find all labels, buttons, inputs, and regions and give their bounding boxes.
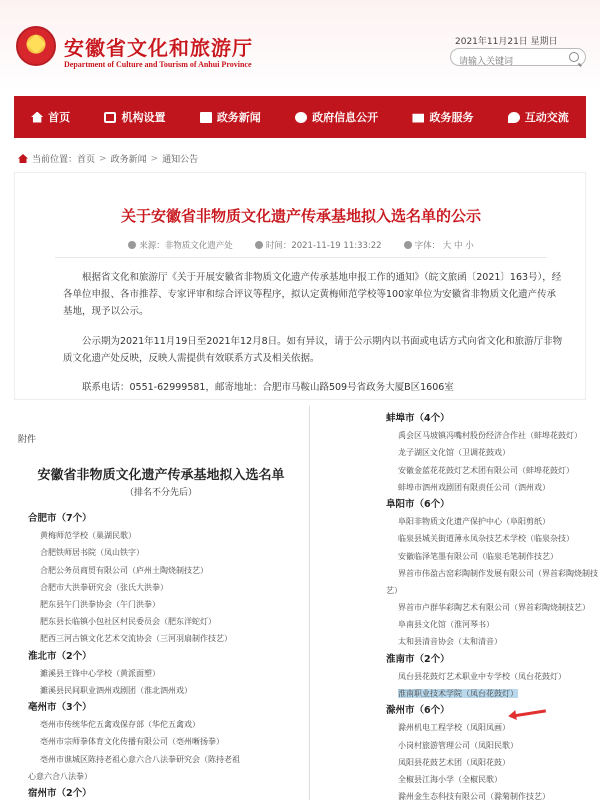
list-item-text: 亳州市谯城区陈持老祖心意六合八法拳研究会（陈持老祖 <box>40 754 240 764</box>
breadcrumb-separator: > <box>99 153 107 164</box>
list-item-text: 小岗村旅游管理公司（凤阳民歌） <box>398 740 518 750</box>
breadcrumb-link-notice[interactable]: 通知公告 <box>162 155 199 165</box>
breadcrumb-separator: > <box>150 153 159 164</box>
list-item-text: 阜阳市（6个） <box>386 498 450 510</box>
search-box <box>450 48 586 66</box>
list-item <box>386 754 598 771</box>
list-item <box>386 462 598 479</box>
site-subtitle: Department of Culture and Tourism of Anhui Province <box>64 60 252 69</box>
attachment-title: 安徽省非物质文化遗产传承基地拟入选名单 <box>37 468 285 483</box>
font-size-text[interactable]: 字体： 大 中 小 <box>414 241 474 251</box>
nav-item-service[interactable] <box>412 109 473 125</box>
article-paragraph-2: 公示期为2021年11月19日至2021年12月8日。如有异议，请于公示期内以书面或电话方式向省文化和旅游厅非物质文化遗产处反映，反映人需提供有效联系方式及相关依据。 <box>63 336 563 364</box>
list-item-text: 凤台县花鼓灯艺术职业中专学校（凤台花鼓灯） <box>398 671 566 681</box>
list-item <box>386 719 598 736</box>
list-item <box>28 630 308 647</box>
list-item-text: 黄梅师范学校（巢湖民歌） <box>40 531 136 541</box>
list-item <box>28 579 308 596</box>
list-item-text: 安徽临泽笔墨有限公司（临泉毛笔制作技艺） <box>398 551 558 561</box>
list-item <box>386 444 598 461</box>
article-meta <box>15 239 587 251</box>
city-heading <box>386 651 598 668</box>
clock-icon <box>255 241 263 249</box>
search-icon[interactable] <box>569 52 579 62</box>
divider <box>55 257 547 258</box>
list-item-text: 合肥公务员商贸有限公司（庐州土陶烧制技艺） <box>40 565 208 575</box>
list-item <box>386 771 598 788</box>
list-item <box>386 633 598 650</box>
site-header <box>0 0 600 92</box>
list-item-text: 滁州机电工程学校（凤阳凤画） <box>398 723 510 733</box>
article-source <box>128 239 233 251</box>
list-item-text: 临泉县城关街道薄永凤杂技艺术学校（临泉杂技） <box>398 534 574 544</box>
list-item-text: 界首市卢群华彩陶艺术有限公司（界首彩陶烧制技艺） <box>398 603 590 613</box>
list-item <box>28 527 308 544</box>
city-heading <box>28 648 308 665</box>
list-item <box>386 616 598 633</box>
list-item <box>28 682 308 699</box>
list-item-text: 合肥铁师居书院（凤山铁字） <box>40 548 144 558</box>
list-item <box>386 513 598 530</box>
candidate-list-right <box>386 410 598 805</box>
list-item-text: 阜阳非物质文化遗产保护中心（阜阳剪纸） <box>398 517 550 527</box>
home-icon <box>31 112 43 123</box>
emblem-logo[interactable] <box>16 26 56 66</box>
attachment-scan-left <box>12 406 310 800</box>
list-item <box>386 788 598 805</box>
list-item <box>28 562 308 579</box>
org-icon <box>104 112 116 123</box>
info-icon <box>295 112 307 123</box>
source-text: 来源：非物质文化遗产处 <box>139 241 233 251</box>
list-item-text: 心意六合八法拳） <box>28 771 92 781</box>
list-item <box>28 544 308 561</box>
list-item-text: 亳州市宗师拳体育文化传播有限公司（亳州晰扬拳） <box>40 737 224 747</box>
list-item-text: 蚌埠市（4个） <box>386 413 450 424</box>
city-heading <box>386 496 598 513</box>
list-item-text: 肥东县午门洪拳协会（午门洪拳） <box>40 599 160 609</box>
list-item-text: 界首市伟盈古窑彩陶制作发展有限公司（界首彩陶烧制技 <box>398 568 598 578</box>
nav-label: 互动交流 <box>524 111 569 124</box>
list-item <box>386 479 598 496</box>
list-item-text: 凤阳县花鼓艺术团（凤阳花鼓） <box>398 757 510 767</box>
list-item-text: 淮南职业技术学院（凤台花鼓灯） <box>398 689 518 698</box>
list-item <box>28 665 308 682</box>
list-item-text: 安徽金蓝花花鼓灯艺术团有限公司（蚌埠花鼓灯） <box>398 465 574 475</box>
article-title: 关于安徽省非物质文化遗产传承基地拟入选名单的公示 <box>120 207 481 225</box>
city-heading <box>28 699 308 716</box>
list-item-text: 全椒县江海小学（全椒民歌） <box>398 774 502 784</box>
nav-label: 政务服务 <box>429 111 474 124</box>
list-item-text: 亳州市传统华佗五禽戏保存部（华佗五禽戏） <box>40 720 200 730</box>
list-item-text: 濉溪县民间职业泗州戏剧团（淮北泗州戏） <box>40 685 192 695</box>
list-item-text: 蚌埠市泗州戏剧团有限责任公司（泗州戏） <box>398 482 550 492</box>
city-heading <box>386 410 598 427</box>
list-item-text: 淮南市（2个） <box>386 653 450 665</box>
list-item <box>386 582 598 599</box>
list-item <box>28 596 308 613</box>
breadcrumb-prefix: 当前位置： <box>32 155 78 165</box>
list-item-text: 亳州市（3个） <box>28 702 92 714</box>
font-size-switch[interactable] <box>404 239 474 251</box>
list-item-text: 宿州市（2个） <box>28 788 92 799</box>
article-panel <box>14 172 586 400</box>
city-heading <box>28 510 308 527</box>
font-icon <box>404 241 412 249</box>
user-icon <box>128 241 136 249</box>
nav-item-chat[interactable] <box>508 109 569 125</box>
site-title[interactable]: 安徽省文化和旅游厅 <box>64 36 253 60</box>
list-item <box>386 668 598 685</box>
service-icon <box>412 112 424 123</box>
attachment-label: 附件 <box>18 435 37 445</box>
nav-label: 机构设置 <box>121 111 166 124</box>
nav-item-org[interactable] <box>104 109 165 125</box>
list-item-text: 肥西三河古镇文化艺术交流协会（三河羽扇制作技艺） <box>40 634 232 644</box>
home-icon <box>18 154 28 163</box>
list-item-text: 艺） <box>386 585 402 595</box>
news-icon <box>200 112 212 123</box>
list-item-text: 淮北市（2个） <box>28 650 92 662</box>
list-item-text: 阜南县文化馆（淮河琴书） <box>398 620 494 630</box>
list-item <box>386 427 598 444</box>
article-time <box>255 239 382 251</box>
nav-label: 政府信息公开 <box>312 111 379 124</box>
list-item-text: 滁州金生态科技有限公司（滁菊制作技艺） <box>398 792 550 802</box>
candidate-list-left <box>28 510 308 802</box>
attachment-subtitle: （排名不分先后） <box>124 488 197 498</box>
list-item <box>386 737 598 754</box>
list-item <box>386 685 598 702</box>
list-item <box>28 613 308 630</box>
list-item-text: 濉溪县王锋中心学校（黄派面塑） <box>40 668 160 678</box>
list-item <box>386 530 598 547</box>
list-item <box>386 565 598 582</box>
city-heading <box>386 702 598 719</box>
list-item <box>386 548 598 565</box>
nav-label: 政务新闻 <box>216 111 261 124</box>
list-item-text: 合肥市大洪拳研究会（张氏大洪拳） <box>40 582 168 592</box>
article-paragraph-1: 根据省文化和旅游厅《关于开展安徽省非物质文化遗产传承基地申报工作的通知》（皖文旅函〔2021〕163号），经各单位申报、各市推荐、专家评审和综合评议等程序，拟认定黄梅师范学校等100家单位为安徽省非物质文化遗产传承基地，现予以公示。 <box>63 272 562 317</box>
chat-icon <box>508 112 520 123</box>
list-item-text: 合肥市（7个） <box>28 513 92 524</box>
main-nav <box>14 96 586 138</box>
list-item <box>386 599 598 616</box>
article-paragraph-3: 联系电话：0551-62999581，邮寄地址：合肥市马鞍山路509号省政务大厦B区1606室 <box>82 382 454 393</box>
list-item-text: 滁州市（6个） <box>386 705 450 717</box>
list-item-text: 禹会区马坡镇冯嘴村股份经济合作社（蚌埠花鼓灯） <box>398 431 582 441</box>
list-item-text: 龙子湖区文化馆（卫调花鼓戏） <box>398 448 510 458</box>
current-date: 2021年11月21日 星期日 <box>455 37 558 47</box>
search-input[interactable] <box>459 54 569 70</box>
list-item <box>28 768 308 785</box>
list-item <box>28 751 308 768</box>
breadcrumb-link-news[interactable]: 政务新闻 <box>110 155 147 165</box>
nav-label: 首页 <box>48 111 71 124</box>
nav-item-home[interactable] <box>31 109 70 125</box>
list-item <box>28 733 308 750</box>
nav-item-info[interactable] <box>295 109 378 125</box>
nav-item-news[interactable] <box>200 109 261 125</box>
attachment-scan-right <box>316 406 600 800</box>
list-item-text: 太和县清音协会（太和清音） <box>398 637 502 647</box>
list-item <box>28 716 308 733</box>
breadcrumb-link-home[interactable]: 首页 <box>77 155 96 165</box>
list-item-text: 肥东县长临镇小包社区村民委员会（肥东洋蛇灯） <box>40 617 216 627</box>
breadcrumb <box>18 152 198 165</box>
time-text: 时间：2021-11-19 11:33:22 <box>265 241 382 251</box>
